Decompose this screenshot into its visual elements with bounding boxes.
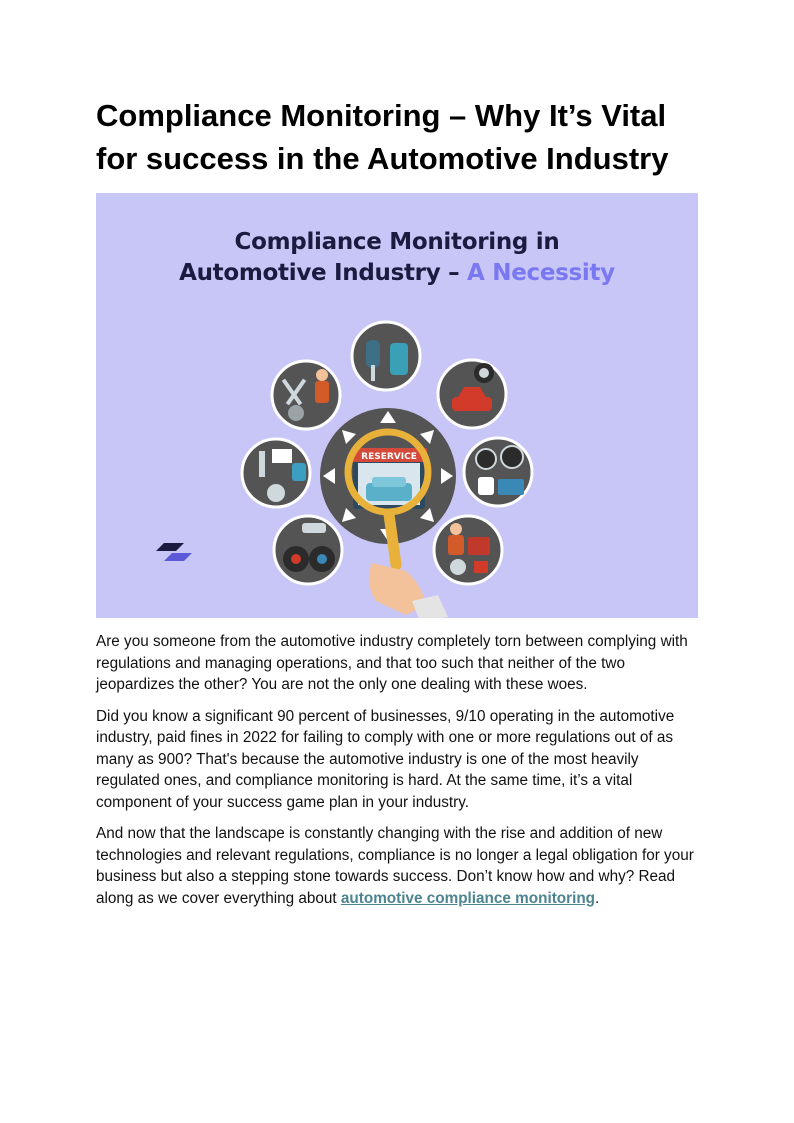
car-key-icon — [352, 322, 420, 390]
fire-extinguisher-icon — [390, 343, 408, 375]
red-car-icon — [438, 360, 506, 428]
hero-heading-main: Automotive Industry – — [179, 260, 468, 286]
paragraph: Are you someone from the automotive industry completely torn between complying with regulations and managing operations, and that too such that neither of the two jeopardizes the other? You are not the only one dealing with these woes. — [96, 633, 688, 693]
page-title: Compliance Monitoring – Why It’s Vital for success in the Automotive Industry — [96, 98, 669, 176]
paragraph: Did you know a significant 90 percent of businesses, 9/10 operating in the automotive industry, paid fines in 2022 for failing to comply with one or more regulations out of as many as 900? That's because the automotive industry is one of the most heavily regulated ones, and compliance monitoring is hard. At the same time, it’s a vital component of your success game plan in your industry. — [96, 707, 675, 811]
paragraph-text: And now that the landscape is constantly changing with the rise and addition of new technologies and relevant regulations, compliance is no longer a legal obligation for your business but also a stepping stone towards success. Don’t know how and why? Read along as we cover everything about — [96, 825, 694, 907]
central-hub — [320, 408, 456, 618]
hero-heading-line2 — [96, 258, 698, 289]
article-body — [96, 631, 702, 919]
service-sign: RESERVICE — [361, 452, 417, 462]
mechanic-engine-icon — [434, 516, 502, 584]
paragraph-end: . — [595, 889, 600, 907]
dashboard-gauges-icon — [464, 438, 532, 506]
car-battery-icon — [498, 479, 524, 495]
tires-icon — [274, 516, 342, 584]
hero-image — [96, 193, 698, 618]
hero-heading — [96, 227, 698, 289]
spark-plug-icon — [242, 439, 310, 507]
compliance-monitoring-link[interactable]: automotive compliance monitoring — [340, 889, 596, 907]
mechanic-tools-icon — [272, 361, 340, 429]
paragraph — [96, 823, 702, 909]
hero-heading-line1: Compliance Monitoring in — [234, 229, 560, 255]
brand-logo-icon — [156, 543, 192, 561]
hero-heading-accent: A Necessity — [467, 260, 615, 286]
